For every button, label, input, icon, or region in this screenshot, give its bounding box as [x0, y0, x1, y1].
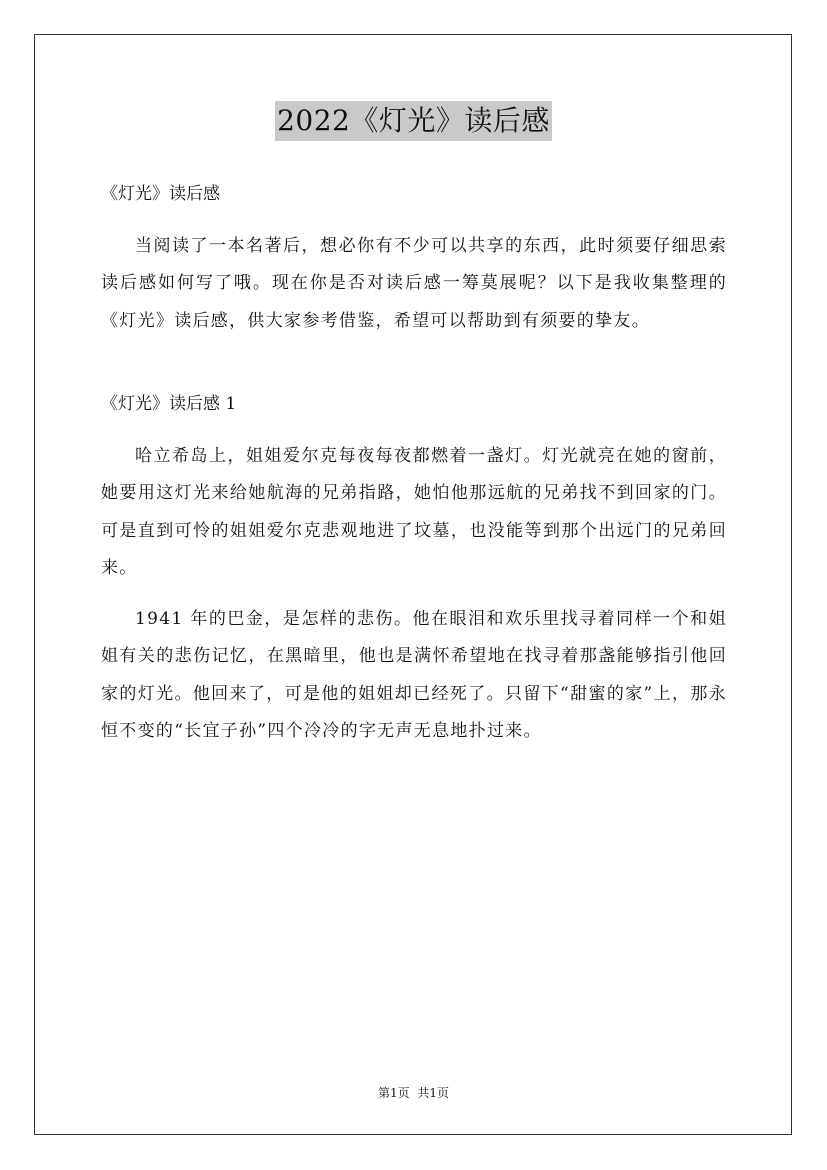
title-container	[0, 101, 827, 141]
body-paragraph-1: 哈立希岛上，姐姐爱尔克每夜每夜都燃着一盏灯。灯光就亮在她的窗前，她要用这灯光来给她航海的兄弟指路，她怕他那远航的兄弟找不到回家的门。可是直到可怜的姐姐爱尔克悲观地进了坟墓，也没能等到那个出远门的兄弟回来。	[101, 445, 727, 578]
page-total: 共1页	[417, 1086, 450, 1100]
page-footer	[0, 1084, 827, 1101]
page-number: 第1页	[377, 1086, 410, 1100]
intro-paragraph: 当阅读了一本名著后，想必你有不少可以共享的东西，此时须要仔细思索读后感如何写了哦。现在你是否对读后感一筹莫展呢？以下是我收集整理的《灯光》读后感，供大家参考借鉴，希望可以帮助到有须要的挚友。	[101, 235, 727, 331]
document-body	[101, 176, 727, 764]
intro-heading: 《灯光》读后感	[101, 184, 220, 204]
body-paragraph-2: 1941 年的巴金，是怎样的悲伤。他在眼泪和欢乐里找寻着同样一个和姐姐有关的悲伤记忆，在黑暗里，他也是满怀希望地在找寻着那盏能够指引他回家的灯光。他回来了，可是他的姐姐却已经死了。只留下“甜蜜的家”上，那永恒不变的“长宜子孙”四个冷冷的字无声无息地扑过来。	[101, 608, 727, 741]
document-title: 2022《灯光》读后感	[275, 101, 552, 141]
section-heading: 《灯光》读后感 1	[101, 394, 237, 414]
